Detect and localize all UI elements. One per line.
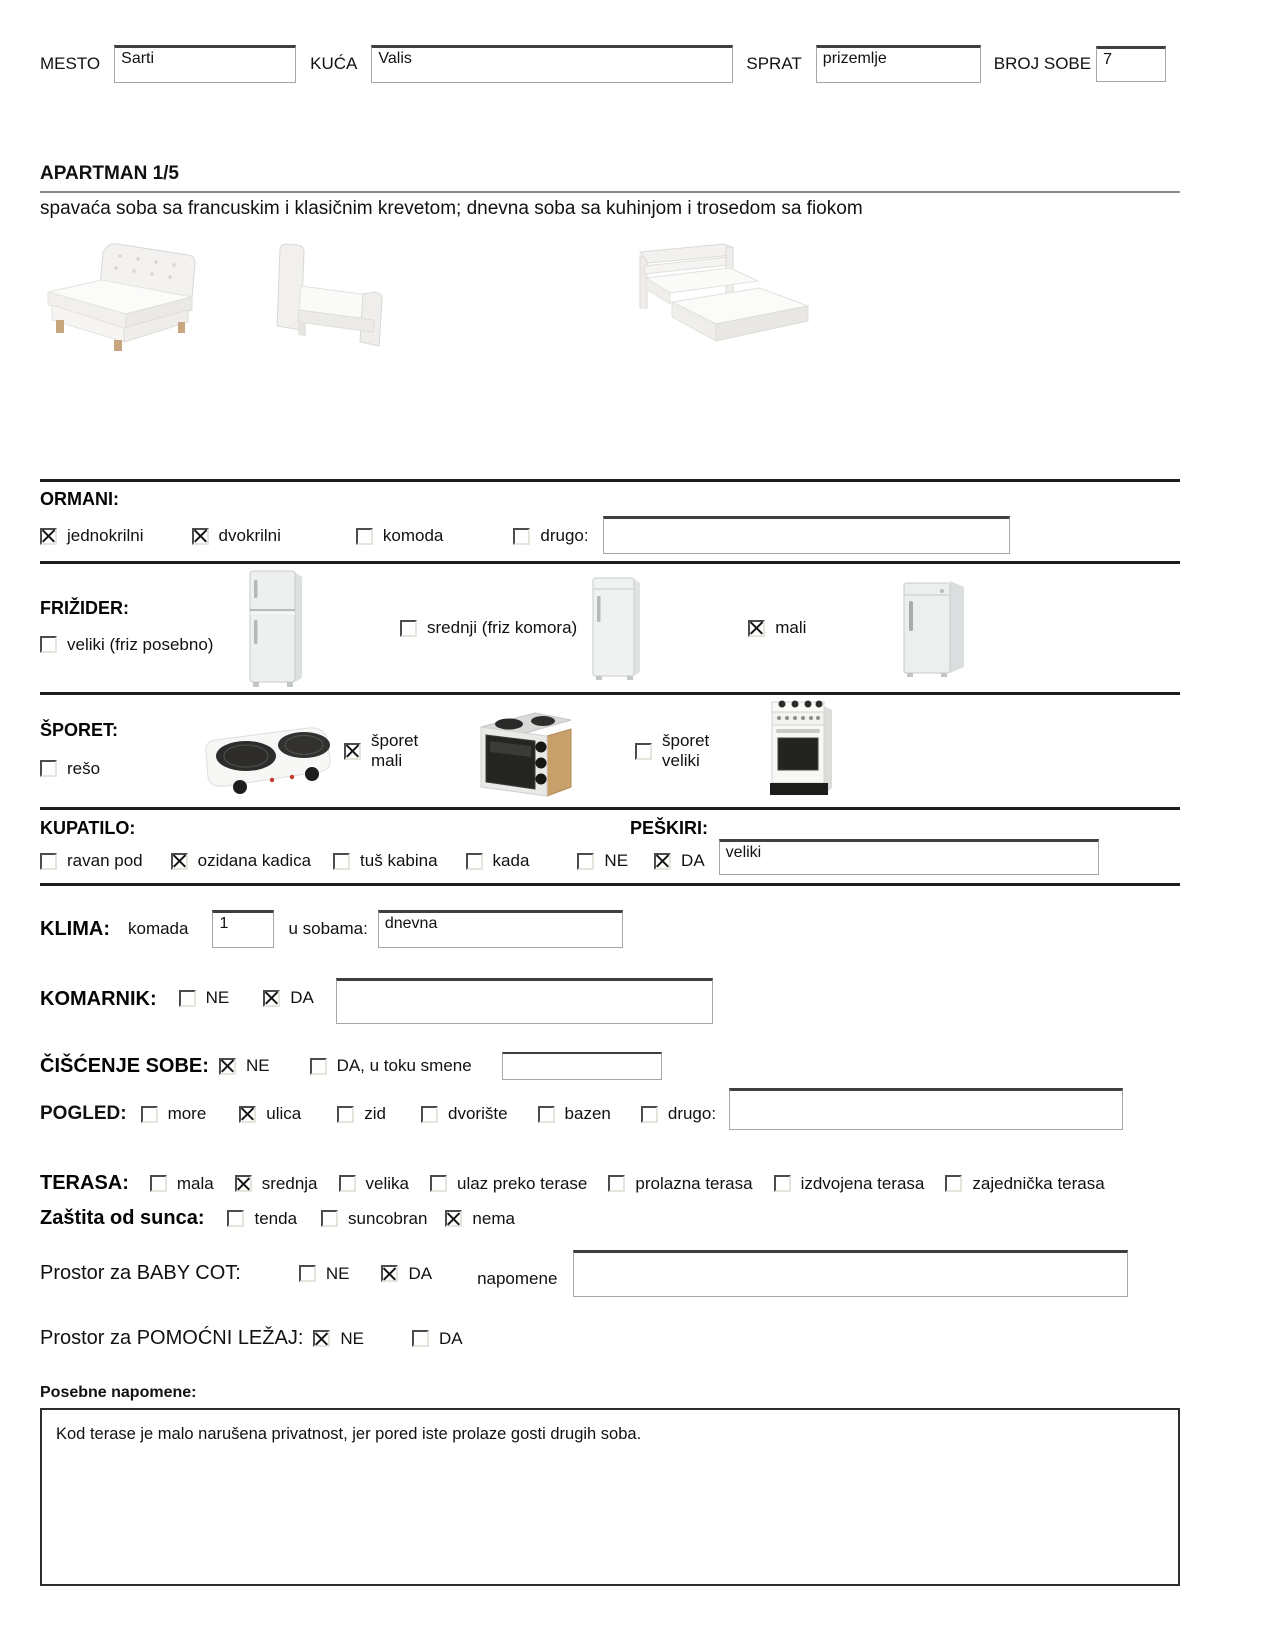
pomocni-ne-label: NE: [340, 1328, 365, 1348]
u-sobama-label: u sobama:: [288, 919, 368, 938]
checkbox-jednokrilni[interactable]: [40, 526, 144, 546]
ormani-title: ORMANI:: [40, 489, 119, 509]
checkbox-sporet-mali[interactable]: [344, 731, 435, 770]
ravan-pod-checkbox[interactable]: [40, 853, 57, 870]
komoda-label: komoda: [382, 526, 444, 545]
checkbox-frizider-srednji[interactable]: [400, 618, 577, 638]
checkbox-suncobran[interactable]: [321, 1209, 427, 1229]
apartman-title: APARTMAN 1/5: [40, 163, 179, 184]
checkbox-terasa-velika[interactable]: [339, 1174, 409, 1194]
checkbox-pomocni-da[interactable]: [412, 1329, 463, 1349]
pomocni-ne-checkbox[interactable]: [313, 1330, 330, 1347]
sporet-left: [40, 720, 188, 783]
terasa-mala-label: mala: [176, 1173, 214, 1193]
izdvojena-terasa-label: izdvojena terasa: [800, 1173, 925, 1193]
checkbox-frizider-mali[interactable]: [748, 618, 806, 638]
checkbox-izdvojena-terasa[interactable]: [774, 1174, 925, 1194]
pomocni-lezaj-title: Prostor za POMOĆNI LEŽAJ:: [40, 1327, 304, 1349]
komarnik-da-checkbox[interactable]: [263, 990, 280, 1007]
peskiri-ne-checkbox[interactable]: [577, 853, 594, 870]
pomocni-da-checkbox[interactable]: [412, 1330, 429, 1347]
checkbox-peskiri-ne[interactable]: [577, 851, 628, 871]
checkbox-ormani-drugo[interactable]: [513, 526, 588, 546]
frizider-mali-label: mali: [775, 618, 807, 637]
terasa-velika-checkbox[interactable]: [339, 1175, 356, 1192]
pogled-drugo-field[interactable]: [729, 1088, 1123, 1130]
terasa-velika-label: velika: [365, 1173, 409, 1193]
ulaz-preko-terase-checkbox[interactable]: [430, 1175, 447, 1192]
peskiri-da-label: DA: [681, 851, 705, 870]
checkbox-tenda[interactable]: [227, 1209, 297, 1229]
terasa-mala-checkbox[interactable]: [150, 1175, 167, 1192]
suncobran-checkbox[interactable]: [321, 1210, 338, 1227]
checkbox-komarnik-ne[interactable]: [179, 988, 230, 1008]
jednokrilni-checkbox[interactable]: [40, 528, 57, 545]
bazen-checkbox[interactable]: [538, 1106, 555, 1123]
bazen-label: bazen: [564, 1104, 611, 1123]
classic-bed-image: [256, 240, 408, 352]
reso-checkbox[interactable]: [40, 760, 57, 777]
checkbox-ozidana-kadica[interactable]: [171, 851, 311, 871]
komarnik-field[interactable]: [336, 978, 713, 1024]
ulica-label: ulica: [266, 1104, 302, 1123]
apartman-description: spavaća soba sa francuskim i klasičnim krevetom; dnevna soba sa kuhinjom i trosedom sa fiokom: [40, 198, 863, 219]
komarnik-da-label: DA: [290, 988, 314, 1007]
sporet-veliki-checkbox[interactable]: [635, 743, 652, 760]
checkbox-ciscenje-ne[interactable]: [219, 1056, 270, 1076]
komada-field[interactable]: 1: [212, 910, 274, 948]
nema-checkbox[interactable]: [445, 1210, 462, 1227]
tus-kabina-label: tuš kabina: [360, 851, 438, 870]
dvokrilni-label: dvokrilni: [218, 526, 281, 545]
frizider-veliki-checkbox[interactable]: [40, 636, 57, 653]
ciscenje-da-label: DA, u toku smene: [336, 1056, 472, 1075]
peskiri-title: PEŠKIRI:: [630, 818, 709, 838]
sporet-veliki-label: šporet veliki: [662, 731, 710, 770]
frizider-section: [40, 564, 1180, 692]
sprat-label: SPRAT: [746, 54, 802, 73]
terasa-row: [40, 1172, 1180, 1195]
frizider-srednji-checkbox[interactable]: [400, 620, 417, 637]
sporet-title: ŠPORET:: [40, 719, 119, 740]
mesto-label: MESTO: [40, 54, 101, 73]
tus-kabina-checkbox[interactable]: [333, 853, 350, 870]
zastita-title: Zaštita od sunca:: [40, 1207, 205, 1229]
klima-row: [40, 910, 1180, 948]
ulica-checkbox[interactable]: [239, 1106, 256, 1123]
kuca-field[interactable]: Valis: [371, 45, 733, 83]
pogled-title: POGLED:: [40, 1103, 127, 1124]
checkbox-baby-cot-ne[interactable]: [299, 1264, 350, 1284]
sporet-mali-checkbox[interactable]: [344, 743, 361, 760]
beds-row: [40, 240, 1180, 354]
section-divider-ormani: [40, 479, 1180, 482]
u-sobama-field[interactable]: dnevna: [378, 910, 623, 948]
broj-sobe-label: BROJ SOBE: [993, 54, 1092, 73]
checkbox-ulica[interactable]: [239, 1104, 301, 1124]
kupatilo-row: [40, 844, 1180, 875]
pogled-drugo-label: drugo:: [667, 1104, 717, 1123]
ormani-row: [40, 516, 1180, 554]
ulaz-preko-terase-label: ulaz preko terase: [456, 1173, 588, 1193]
more-label: more: [167, 1104, 207, 1123]
ciscenje-ne-label: NE: [245, 1056, 270, 1075]
reso-label: rešo: [67, 758, 101, 778]
ciscenje-da-checkbox[interactable]: [310, 1058, 327, 1075]
baby-cot-napomene-field[interactable]: [573, 1250, 1128, 1297]
checkbox-ulaz-preko-terase[interactable]: [430, 1174, 587, 1194]
tenda-label: tenda: [254, 1208, 298, 1228]
dvoriste-checkbox[interactable]: [421, 1106, 438, 1123]
baby-cot-ne-label: NE: [325, 1263, 350, 1283]
baby-cot-row: [40, 1250, 1180, 1297]
napomene-label: napomene: [477, 1268, 558, 1288]
kuca-label: KUĆA: [310, 54, 358, 73]
nema-label: nema: [472, 1208, 515, 1228]
checkbox-terasa-srednja[interactable]: [235, 1174, 318, 1194]
baby-cot-ne-checkbox[interactable]: [299, 1265, 316, 1282]
mini-stove-image: [473, 705, 573, 797]
checkbox-sporet-veliki[interactable]: [635, 731, 726, 770]
tenda-checkbox[interactable]: [227, 1210, 244, 1227]
ozidana-kadica-checkbox[interactable]: [171, 853, 188, 870]
more-checkbox[interactable]: [141, 1106, 158, 1123]
klima-title: KLIMA:: [40, 917, 110, 940]
komoda-checkbox[interactable]: [356, 528, 373, 545]
checkbox-pomocni-ne[interactable]: [313, 1329, 364, 1349]
checkbox-ravan-pod[interactable]: [40, 851, 143, 871]
title-divider: [40, 191, 1180, 193]
baby-cot-title: Prostor za BABY COT:: [40, 1262, 241, 1284]
zid-checkbox[interactable]: [337, 1106, 354, 1123]
frizider-title: FRIŽIDER:: [40, 597, 129, 618]
checkbox-dvokrilni[interactable]: [192, 526, 281, 546]
komada-label: komada: [127, 919, 189, 938]
ciscenje-title: ČIŠĆENJE SOBE:: [40, 1054, 209, 1077]
checkbox-baby-cot-da[interactable]: [381, 1264, 432, 1284]
header-row: [40, 0, 1180, 83]
fridge-small-image: [898, 579, 968, 677]
peskiri-da-checkbox[interactable]: [654, 853, 671, 870]
checkbox-terasa-mala[interactable]: [150, 1174, 214, 1194]
jednokrilni-label: jednokrilni: [67, 526, 144, 545]
baby-cot-da-label: DA: [408, 1263, 433, 1283]
checkbox-tus-kabina[interactable]: [333, 851, 438, 871]
ciscenje-field[interactable]: [502, 1052, 662, 1080]
komarnik-row: [40, 978, 1180, 1024]
sprat-field[interactable]: prizemlje: [816, 45, 981, 83]
sporet-mali-label: šporet mali: [371, 731, 419, 770]
sporet-section: [40, 695, 1180, 807]
checkbox-zajednicka-terasa[interactable]: [945, 1174, 1104, 1194]
pomocni-da-label: DA: [439, 1328, 463, 1348]
posebne-napomene-field[interactable]: Kod terase je malo narušena privatnost, jer pored iste prolaze gosti drugih soba.: [40, 1408, 1180, 1586]
peskiri-ne-label: NE: [604, 851, 629, 870]
section-divider-kupatilo: [40, 807, 1180, 810]
checkbox-more[interactable]: [141, 1104, 207, 1124]
large-stove-image: [762, 698, 836, 798]
frizider-srednji-label: srednji (friz komora): [427, 618, 578, 637]
checkbox-peskiri-da[interactable]: [654, 851, 705, 871]
ciscenje-ne-checkbox[interactable]: [219, 1058, 236, 1075]
komarnik-title: KOMARNIK:: [40, 988, 157, 1010]
section-divider-klima: [40, 883, 1180, 886]
checkbox-ciscenje-da[interactable]: [310, 1056, 472, 1076]
kada-label: kada: [492, 851, 530, 870]
komarnik-ne-label: NE: [205, 988, 230, 1007]
zajednicka-terasa-checkbox[interactable]: [945, 1175, 962, 1192]
checkbox-komarnik-da[interactable]: [263, 988, 314, 1008]
checkbox-bazen[interactable]: [538, 1104, 611, 1124]
ormani-drugo-field[interactable]: [603, 516, 1010, 554]
frizider-mali-checkbox[interactable]: [748, 620, 765, 637]
checkbox-zid[interactable]: [337, 1104, 386, 1124]
trundle-bed-image: [628, 240, 820, 348]
mesto-field[interactable]: Sarti: [114, 45, 296, 83]
checkbox-komoda[interactable]: [356, 526, 443, 546]
ormani-drugo-checkbox[interactable]: [513, 528, 530, 545]
checkbox-prolazna-terasa[interactable]: [608, 1174, 752, 1194]
frizider-left: [40, 598, 245, 659]
terasa-srednja-checkbox[interactable]: [235, 1175, 252, 1192]
pogled-row: [40, 1098, 1180, 1130]
checkbox-reso[interactable]: [40, 759, 100, 779]
zajednicka-terasa-label: zajednička terasa: [972, 1173, 1105, 1193]
prolazna-terasa-checkbox[interactable]: [608, 1175, 625, 1192]
broj-sobe-field[interactable]: 7: [1096, 46, 1166, 82]
suncobran-label: suncobran: [348, 1208, 428, 1228]
izdvojena-terasa-checkbox[interactable]: [774, 1175, 791, 1192]
checkbox-frizider-veliki[interactable]: [40, 635, 213, 655]
hotplate-image: [188, 716, 340, 800]
checkbox-dvoriste[interactable]: [421, 1104, 508, 1124]
terasa-title: TERASA:: [40, 1172, 129, 1194]
kupatilo-title: KUPATILO:: [40, 818, 136, 838]
ormani-drugo-label: drugo:: [540, 526, 589, 545]
kada-checkbox[interactable]: [466, 853, 483, 870]
prolazna-terasa-label: prolazna terasa: [635, 1173, 753, 1193]
ravan-pod-label: ravan pod: [67, 851, 143, 870]
ozidana-kadica-label: ozidana kadica: [197, 851, 312, 870]
french-bed-image: [40, 240, 218, 352]
checkbox-nema[interactable]: [445, 1209, 515, 1229]
baby-cot-da-checkbox[interactable]: [381, 1265, 398, 1282]
fridge-medium-image: [589, 576, 643, 680]
posebne-napomene-title: Posebne napomene:: [40, 1384, 197, 1401]
ciscenje-row: [40, 1052, 1180, 1080]
komarnik-ne-checkbox[interactable]: [179, 990, 196, 1007]
peskiri-field[interactable]: veliki: [719, 839, 1099, 875]
checkbox-kada[interactable]: [466, 851, 530, 871]
pomocni-lezaj-row: [40, 1327, 1180, 1350]
terasa-srednja-label: srednja: [261, 1173, 318, 1193]
zid-label: zid: [364, 1104, 386, 1123]
dvoriste-label: dvorište: [448, 1104, 508, 1123]
fridge-large-image: [245, 568, 305, 688]
pogled-drugo-checkbox[interactable]: [641, 1106, 658, 1123]
frizider-veliki-label: veliki (friz posebno): [67, 634, 214, 654]
checkbox-pogled-drugo[interactable]: [641, 1104, 716, 1124]
dvokrilni-checkbox[interactable]: [192, 528, 209, 545]
zastita-row: [40, 1207, 1180, 1230]
kupatilo-headings: [40, 818, 1180, 839]
